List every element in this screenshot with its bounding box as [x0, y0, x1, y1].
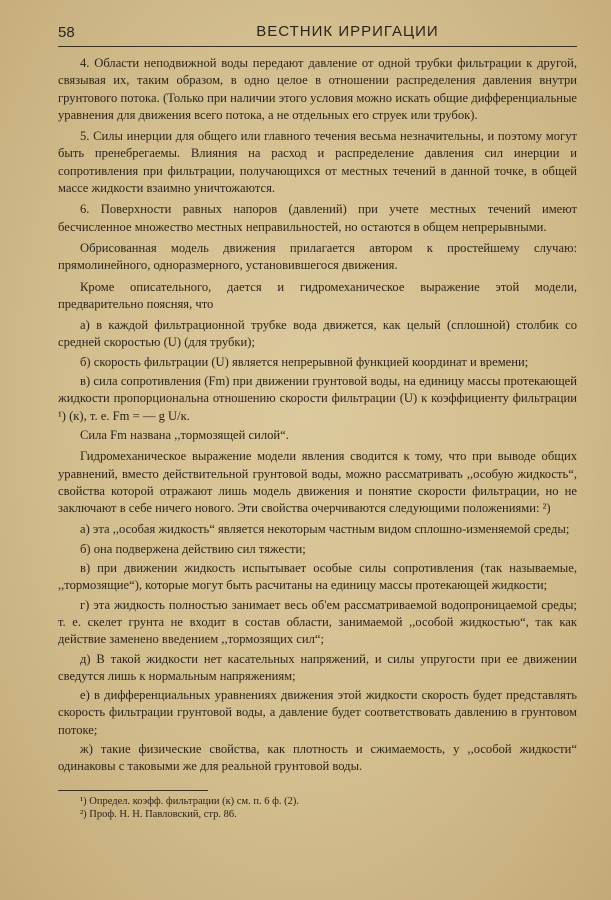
list-item: ж) такие физические свойства, как плотность и сжимаемость, у ,,особой жидкости“ одинаковы с таковыми же для реальной грунтовой воды. [58, 741, 577, 774]
list-item: б) скорость фильтрации (U) является непрерывной функцией координат и времени; [80, 354, 529, 369]
list-item: а) в каждой фильтрационной трубке вода движется, как целый (сплошной) столбик со средней скоростью (U) (для трубки); [58, 318, 577, 350]
paragraph: 6. Поверхности равных напоров (давлений) при учете местных течений имеют бесчисленное множество местных неправильностей, но остаются в общем непрерывными. [58, 202, 577, 234]
list-item: г) эта жидкость полностью занимает весь об'ем рассматриваемой водопроницаемой среды; т. е. скелет грунта не входит в состав области, занимаемой ,,особой жидкостью“, так как действие заменено введением ,,тормозящих сил“; [58, 597, 577, 647]
page-header [58, 22, 577, 47]
paragraph: Гидромеханическое выражение модели явления сводится к тому, что при выводе общих уравнений, вместо действительной грунтовой воды, можно рассматривать ,,особую жидкость“, свойства которой отражают лишь модель движения и понятие скорости фильтрации, но не заключают в себе ничего нового. Эти свойства очерчиваются следующими положениями: ²) [58, 449, 577, 516]
article-body [58, 55, 577, 776]
paragraph: Обрисованная модель движения прилагается автором к простейшему случаю: прямолинейного, одноразмерного, установившегося движения. [58, 240, 577, 273]
paragraph: 4. Области неподвижной воды передают давление от одной трубки фильтрации к другой, связывая их, таким образом, в одно целое в отношении распределения давления внутри грунтового потока. (Только при наличии этого условия можно искать общие дифференциальные уравнения для движения всего потока, а не отдельных его струек или трубок). [58, 56, 577, 122]
list-item: а) эта ,,особая жидкость“ является некоторым частным видом сплошно-изменяемой среды; [80, 522, 570, 537]
journal-title: ВЕСТНИК ИРРИГАЦИИ [256, 23, 439, 40]
footnote: ²) Проф. Н. Н. Павловский, стр. 86. [80, 808, 237, 820]
list-item: в) при движении жидкость испытывает особые силы сопротивления (так называемые, ,,тормозящие“), которые могут быть расчитаны на единицу массы протекающей жидкости; [58, 561, 577, 593]
paragraph: Сила Fm названа ,,тормозящей силой“. [80, 427, 289, 442]
list-item: е) в дифференциальных уравнениях движения этой жидкости скорость будет представлять скорость фильтрации грунтовой воды, а давление будет соответствовать давлению в грунтовом потоке; [58, 688, 577, 737]
footnote-divider [58, 790, 208, 791]
paragraph: Кроме описательного, дается и гидромеханическое выражение этой модели, предварительно поясняя, что [58, 279, 577, 311]
paragraph: 5. Силы инерции для общего или главного течения весьма незначительны, и поэтому могут быть пренебрегаемы. Влияния на расход и распределение давления сил инерции и сопротивления при фильтрации, получающихся от местных течений в данной точке, в общей массе жидкости взаимно уничтожаются. [58, 129, 577, 196]
page-number: 58 [58, 24, 75, 41]
list-item: д) В такой жидкости нет касательных напряжений, и силы упругости при ее движении сведутся лишь к нормальным напряжениям; [58, 651, 577, 683]
list-item: б) она подвержена действию сил тяжести; [80, 541, 306, 556]
footnote: ¹) Определ. коэфф. фильтрации (к) см. п. 6 ф. (2). [80, 795, 300, 807]
list-item: в) сила сопротивления (Fm) при движении грунтовой воды, на единицу массы протекающей жидкости пропорциональна отношению скорости фильтрации (U) к коэффициенту фильтрации ¹) (к), т. е. Fm = — g U/к. [58, 374, 577, 423]
